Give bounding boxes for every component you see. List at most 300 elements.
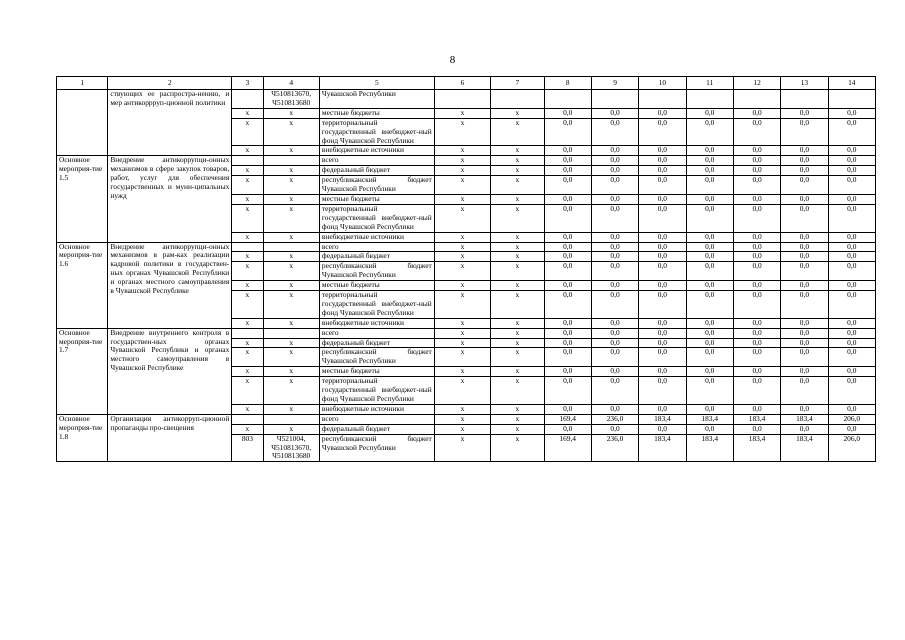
responsible-code-cell: x <box>232 118 263 146</box>
year-value-cell: 0,0 <box>781 176 828 195</box>
expense-type-cell: x <box>491 367 544 377</box>
year-value-cell: 0,0 <box>781 318 828 328</box>
event-name-cell: Внедрение антикоррупци-онных механизмов в сфере закупок товаров, работ, услуг для обеспечения государственных и муни-ципальных нужд <box>108 156 232 242</box>
year-value-cell: 0,0 <box>639 424 686 434</box>
year-value-cell: 0,0 <box>544 232 591 242</box>
year-value-cell: 0,0 <box>828 176 875 195</box>
expense-type-cell <box>491 90 544 109</box>
section-code-cell: x <box>434 367 490 377</box>
year-value-cell: 0,0 <box>639 291 686 319</box>
year-value-cell: 183,4 <box>733 414 780 424</box>
section-code-cell: x <box>434 338 490 348</box>
year-value-cell: 0,0 <box>686 367 733 377</box>
year-value-cell: 0,0 <box>781 166 828 176</box>
year-value-cell: 0,0 <box>686 242 733 252</box>
year-value-cell: 0,0 <box>591 252 638 262</box>
responsible-code-cell: x <box>232 424 263 434</box>
funding-source-cell: местные бюджеты <box>319 367 434 377</box>
year-value-cell: 0,0 <box>544 318 591 328</box>
year-value-cell: 0,0 <box>733 281 780 291</box>
budget-code-cell: x <box>263 291 319 319</box>
year-value-cell: 0,0 <box>591 166 638 176</box>
year-value-cell: 0,0 <box>591 377 638 405</box>
year-value-cell: 0,0 <box>639 108 686 118</box>
responsible-code-cell <box>232 156 263 166</box>
year-value-cell: 0,0 <box>686 146 733 156</box>
header-row <box>57 77 876 90</box>
year-value-cell: 0,0 <box>828 338 875 348</box>
budget-code-cell: x <box>263 281 319 291</box>
year-value-cell: 0,0 <box>733 146 780 156</box>
table-row <box>57 414 876 424</box>
expense-type-cell: x <box>491 377 544 405</box>
year-value-cell: 0,0 <box>591 424 638 434</box>
responsible-code-cell: x <box>232 291 263 319</box>
year-value-cell: 0,0 <box>828 377 875 405</box>
expense-type-cell: x <box>491 176 544 195</box>
year-value-cell: 0,0 <box>828 232 875 242</box>
event-name-cell: Внедрение антикоррупци-онных механизмов в рам-ках реализации кадровой политики в государствен-ных органах Чувашской Республики и органах местного самоуправления в Чувашской Республике <box>108 242 232 328</box>
header-cell: 2 <box>108 77 232 90</box>
year-value-cell: 0,0 <box>781 377 828 405</box>
header-cell: 7 <box>491 77 544 90</box>
year-value-cell: 0,0 <box>544 252 591 262</box>
funding-source-cell: всего <box>319 414 434 424</box>
year-value-cell: 0,0 <box>591 262 638 281</box>
year-value-cell: 0,0 <box>733 318 780 328</box>
year-value-cell: 0,0 <box>591 367 638 377</box>
year-value-cell: 0,0 <box>591 242 638 252</box>
year-value-cell: 0,0 <box>781 204 828 232</box>
responsible-code-cell: x <box>232 232 263 242</box>
responsible-code-cell <box>232 328 263 338</box>
year-value-cell: 0,0 <box>591 108 638 118</box>
responsible-code-cell: x <box>232 404 263 414</box>
responsible-code-cell: 803 <box>232 434 263 462</box>
section-code-cell: x <box>434 291 490 319</box>
year-value-cell: 0,0 <box>544 194 591 204</box>
year-value-cell: 0,0 <box>733 156 780 166</box>
year-value-cell: 0,0 <box>781 232 828 242</box>
section-code-cell: x <box>434 328 490 338</box>
funding-source-cell: всего <box>319 328 434 338</box>
expense-type-cell: x <box>491 166 544 176</box>
year-value-cell: 236,0 <box>591 434 638 462</box>
year-value-cell: 206,0 <box>828 434 875 462</box>
year-value-cell: 0,0 <box>828 424 875 434</box>
year-value-cell: 0,0 <box>828 328 875 338</box>
year-value-cell: 0,0 <box>733 194 780 204</box>
event-name-cell: Внедрение внутреннего контроля в государствен-ных органах Чувашской Республики и органах местного самоуправления в Чувашской Республике <box>108 328 232 414</box>
year-value-cell <box>639 90 686 109</box>
funding-source-cell: всего <box>319 156 434 166</box>
header-cell: 13 <box>781 77 828 90</box>
year-value-cell: 0,0 <box>781 281 828 291</box>
header-cell: 4 <box>263 77 319 90</box>
responsible-code-cell: x <box>232 338 263 348</box>
header-cell: 5 <box>319 77 434 90</box>
section-code-cell: x <box>434 377 490 405</box>
year-value-cell: 0,0 <box>686 262 733 281</box>
budget-code-cell <box>263 242 319 252</box>
year-value-cell: 0,0 <box>686 281 733 291</box>
budget-code-cell: x <box>263 252 319 262</box>
section-code-cell: x <box>434 156 490 166</box>
budget-code-cell: x <box>263 232 319 242</box>
year-value-cell: 0,0 <box>591 281 638 291</box>
year-value-cell: 0,0 <box>544 424 591 434</box>
year-value-cell: 0,0 <box>544 176 591 195</box>
year-value-cell: 0,0 <box>781 328 828 338</box>
year-value-cell: 0,0 <box>639 194 686 204</box>
section-code-cell: x <box>434 404 490 414</box>
budget-code-cell: x <box>263 318 319 328</box>
year-value-cell: 0,0 <box>781 424 828 434</box>
year-value-cell: 0,0 <box>591 348 638 367</box>
year-value-cell: 0,0 <box>639 156 686 166</box>
year-value-cell <box>733 90 780 109</box>
event-number-cell: Основное мероприя-тие 1.7 <box>57 328 108 414</box>
year-value-cell: 0,0 <box>733 291 780 319</box>
year-value-cell: 0,0 <box>686 204 733 232</box>
header-cell: 9 <box>591 77 638 90</box>
event-number-cell <box>57 90 108 156</box>
responsible-code-cell: x <box>232 176 263 195</box>
year-value-cell: 0,0 <box>591 328 638 338</box>
header-cell: 3 <box>232 77 263 90</box>
year-value-cell: 0,0 <box>733 348 780 367</box>
section-code-cell: x <box>434 166 490 176</box>
year-value-cell: 0,0 <box>733 262 780 281</box>
expense-type-cell: x <box>491 204 544 232</box>
year-value-cell: 0,0 <box>639 377 686 405</box>
responsible-code-cell: x <box>232 204 263 232</box>
budget-code-cell: x <box>263 377 319 405</box>
year-value-cell: 183,4 <box>781 414 828 424</box>
year-value-cell: 0,0 <box>781 242 828 252</box>
budget-code-cell: x <box>263 166 319 176</box>
year-value-cell: 0,0 <box>639 146 686 156</box>
year-value-cell: 0,0 <box>781 404 828 414</box>
funding-source-cell: федеральный бюджет <box>319 424 434 434</box>
year-value-cell: 0,0 <box>733 424 780 434</box>
section-code-cell: x <box>434 118 490 146</box>
year-value-cell: 0,0 <box>733 338 780 348</box>
year-value-cell: 0,0 <box>828 146 875 156</box>
year-value-cell: 236,0 <box>591 414 638 424</box>
year-value-cell: 0,0 <box>828 118 875 146</box>
section-code-cell: x <box>434 242 490 252</box>
responsible-code-cell <box>232 414 263 424</box>
funding-source-cell: внебюджетные источники <box>319 232 434 242</box>
year-value-cell: 0,0 <box>781 146 828 156</box>
year-value-cell: 0,0 <box>828 281 875 291</box>
event-number-cell: Основное мероприя-тие 1.6 <box>57 242 108 328</box>
year-value-cell: 0,0 <box>544 367 591 377</box>
section-code-cell <box>434 90 490 109</box>
funding-source-cell: территориальный государственный внебюджет-ный фонд Чувашской Республики <box>319 377 434 405</box>
year-value-cell: 206,0 <box>828 414 875 424</box>
year-value-cell: 0,0 <box>733 232 780 242</box>
year-value-cell <box>591 90 638 109</box>
year-value-cell: 0,0 <box>639 242 686 252</box>
year-value-cell: 0,0 <box>828 156 875 166</box>
funding-source-cell: республиканский бюджет Чувашской Республики <box>319 262 434 281</box>
year-value-cell: 183,4 <box>639 414 686 424</box>
year-value-cell: 0,0 <box>639 348 686 367</box>
year-value-cell: 0,0 <box>639 252 686 262</box>
year-value-cell: 0,0 <box>828 242 875 252</box>
header-cell: 11 <box>686 77 733 90</box>
responsible-code-cell: x <box>232 318 263 328</box>
year-value-cell <box>781 90 828 109</box>
section-code-cell: x <box>434 262 490 281</box>
budget-code-cell: x <box>263 146 319 156</box>
year-value-cell: 0,0 <box>733 328 780 338</box>
year-value-cell: 0,0 <box>828 252 875 262</box>
year-value-cell: 0,0 <box>686 108 733 118</box>
year-value-cell <box>828 90 875 109</box>
table-row <box>57 90 876 109</box>
responsible-code-cell: x <box>232 194 263 204</box>
section-code-cell: x <box>434 232 490 242</box>
table-body <box>57 77 876 462</box>
year-value-cell <box>544 90 591 109</box>
year-value-cell: 0,0 <box>591 404 638 414</box>
expense-type-cell: x <box>491 242 544 252</box>
year-value-cell: 0,0 <box>828 348 875 367</box>
year-value-cell: 0,0 <box>544 108 591 118</box>
event-name-cell: ствующих ее распростра-нению, и мер антикоррруп-ционной политики <box>108 90 232 156</box>
section-code-cell: x <box>434 194 490 204</box>
year-value-cell: 0,0 <box>591 176 638 195</box>
year-value-cell: 0,0 <box>781 262 828 281</box>
year-value-cell: 0,0 <box>639 328 686 338</box>
year-value-cell: 0,0 <box>781 118 828 146</box>
budget-code-cell: x <box>263 118 319 146</box>
section-code-cell: x <box>434 176 490 195</box>
year-value-cell: 0,0 <box>733 108 780 118</box>
responsible-code-cell: x <box>232 166 263 176</box>
year-value-cell: 0,0 <box>686 291 733 319</box>
expense-type-cell: x <box>491 404 544 414</box>
funding-source-cell: федеральный бюджет <box>319 166 434 176</box>
year-value-cell: 0,0 <box>828 291 875 319</box>
year-value-cell: 0,0 <box>544 242 591 252</box>
year-value-cell: 0,0 <box>639 367 686 377</box>
year-value-cell <box>686 90 733 109</box>
year-value-cell: 0,0 <box>544 118 591 146</box>
budget-code-cell: x <box>263 338 319 348</box>
funding-source-cell: республиканский бюджет Чувашской Республики <box>319 176 434 195</box>
year-value-cell: 0,0 <box>686 377 733 405</box>
year-value-cell: 0,0 <box>686 118 733 146</box>
year-value-cell: 169,4 <box>544 414 591 424</box>
year-value-cell: 0,0 <box>781 348 828 367</box>
funding-source-cell: республиканский бюджет Чувашской Республики <box>319 348 434 367</box>
year-value-cell: 0,0 <box>544 404 591 414</box>
year-value-cell: 0,0 <box>639 118 686 146</box>
expense-type-cell: x <box>491 338 544 348</box>
budget-code-cell: x <box>263 262 319 281</box>
budget-code-cell: x <box>263 367 319 377</box>
year-value-cell: 0,0 <box>639 281 686 291</box>
funding-source-cell: внебюджетные источники <box>319 404 434 414</box>
section-code-cell: x <box>434 281 490 291</box>
year-value-cell: 0,0 <box>686 424 733 434</box>
header-cell: 10 <box>639 77 686 90</box>
year-value-cell: 0,0 <box>544 262 591 281</box>
expense-type-cell: x <box>491 348 544 367</box>
budget-code-cell <box>263 414 319 424</box>
year-value-cell: 0,0 <box>733 252 780 262</box>
year-value-cell: 0,0 <box>686 232 733 242</box>
year-value-cell: 0,0 <box>733 166 780 176</box>
expense-type-cell: x <box>491 232 544 242</box>
year-value-cell: 0,0 <box>544 348 591 367</box>
section-code-cell: x <box>434 414 490 424</box>
year-value-cell: 0,0 <box>686 318 733 328</box>
year-value-cell: 0,0 <box>828 166 875 176</box>
year-value-cell: 0,0 <box>639 232 686 242</box>
year-value-cell: 0,0 <box>733 377 780 405</box>
year-value-cell: 0,0 <box>544 156 591 166</box>
budget-code-cell: Ч510813670, Ч510813680 <box>263 90 319 109</box>
year-value-cell: 0,0 <box>781 108 828 118</box>
year-value-cell: 0,0 <box>544 146 591 156</box>
expense-type-cell: x <box>491 194 544 204</box>
funding-source-cell: местные бюджеты <box>319 108 434 118</box>
year-value-cell: 0,0 <box>591 338 638 348</box>
responsible-code-cell: x <box>232 367 263 377</box>
budget-code-cell: x <box>263 348 319 367</box>
budget-code-cell: x <box>263 176 319 195</box>
funding-source-cell: республиканский бюджет Чувашской Республики <box>319 434 434 462</box>
budget-code-cell: x <box>263 204 319 232</box>
year-value-cell: 0,0 <box>781 252 828 262</box>
expense-type-cell: x <box>491 414 544 424</box>
table-row <box>57 242 876 252</box>
year-value-cell: 183,4 <box>733 434 780 462</box>
header-cell: 1 <box>57 77 108 90</box>
funding-source-cell: территориальный государственный внебюджет-ный фонд Чувашской Республики <box>319 204 434 232</box>
funding-source-cell: федеральный бюджет <box>319 338 434 348</box>
expense-type-cell: x <box>491 291 544 319</box>
responsible-code-cell: x <box>232 377 263 405</box>
year-value-cell: 0,0 <box>781 367 828 377</box>
year-value-cell: 0,0 <box>733 176 780 195</box>
year-value-cell: 183,4 <box>781 434 828 462</box>
year-value-cell: 0,0 <box>781 194 828 204</box>
year-value-cell: 0,0 <box>733 367 780 377</box>
year-value-cell: 0,0 <box>639 176 686 195</box>
year-value-cell: 0,0 <box>639 166 686 176</box>
expense-type-cell: x <box>491 328 544 338</box>
funding-source-cell: федеральный бюджет <box>319 252 434 262</box>
page-number: 8 <box>449 54 456 66</box>
section-code-cell: x <box>434 424 490 434</box>
year-value-cell: 0,0 <box>639 204 686 232</box>
section-code-cell: x <box>434 252 490 262</box>
year-value-cell: 0,0 <box>591 156 638 166</box>
year-value-cell: 0,0 <box>591 204 638 232</box>
budget-code-cell: x <box>263 424 319 434</box>
table-row <box>57 328 876 338</box>
event-name-cell: Организация антикорруп-ционной пропаганды про-свещения <box>108 414 232 462</box>
year-value-cell: 183,4 <box>686 414 733 424</box>
year-value-cell: 0,0 <box>686 194 733 204</box>
responsible-code-cell <box>232 90 263 109</box>
table-row <box>57 156 876 166</box>
year-value-cell: 0,0 <box>639 318 686 328</box>
section-code-cell: x <box>434 434 490 462</box>
year-value-cell: 0,0 <box>686 328 733 338</box>
responsible-code-cell: x <box>232 348 263 367</box>
year-value-cell: 0,0 <box>544 328 591 338</box>
section-code-cell: x <box>434 108 490 118</box>
year-value-cell: 0,0 <box>733 118 780 146</box>
expense-type-cell: x <box>491 262 544 281</box>
funding-source-cell: Чувашской Республики <box>319 90 434 109</box>
year-value-cell: 0,0 <box>733 242 780 252</box>
year-value-cell: 0,0 <box>591 146 638 156</box>
header-cell: 12 <box>733 77 780 90</box>
budget-code-cell: x <box>263 404 319 414</box>
event-number-cell: Основное мероприя-тие 1.5 <box>57 156 108 242</box>
section-code-cell: x <box>434 146 490 156</box>
year-value-cell: 0,0 <box>828 108 875 118</box>
funding-source-cell: внебюджетные источники <box>319 146 434 156</box>
year-value-cell: 169,4 <box>544 434 591 462</box>
budget-code-cell <box>263 328 319 338</box>
year-value-cell: 0,0 <box>591 291 638 319</box>
year-value-cell: 0,0 <box>544 281 591 291</box>
year-value-cell: 0,0 <box>544 204 591 232</box>
funding-source-cell: территориальный государственный внебюджет-ный фонд Чувашской Республики <box>319 291 434 319</box>
year-value-cell: 0,0 <box>781 156 828 166</box>
year-value-cell: 0,0 <box>686 252 733 262</box>
budget-code-cell: Ч521004, Ч510813670, Ч510813680 <box>263 434 319 462</box>
funding-source-cell: местные бюджеты <box>319 281 434 291</box>
section-code-cell: x <box>434 348 490 367</box>
responsible-code-cell: x <box>232 252 263 262</box>
responsible-code-cell: x <box>232 281 263 291</box>
header-cell: 6 <box>434 77 490 90</box>
year-value-cell: 0,0 <box>828 194 875 204</box>
section-code-cell: x <box>434 204 490 232</box>
year-value-cell: 0,0 <box>781 338 828 348</box>
expense-type-cell: x <box>491 424 544 434</box>
funding-source-cell: внебюджетные источники <box>319 318 434 328</box>
responsible-code-cell <box>232 242 263 252</box>
year-value-cell: 0,0 <box>544 338 591 348</box>
event-number-cell: Основное мероприя-тие 1.8 <box>57 414 108 462</box>
header-cell: 8 <box>544 77 591 90</box>
year-value-cell: 183,4 <box>639 434 686 462</box>
year-value-cell: 0,0 <box>686 348 733 367</box>
funding-source-cell: местные бюджеты <box>319 194 434 204</box>
year-value-cell: 0,0 <box>639 338 686 348</box>
year-value-cell: 0,0 <box>733 204 780 232</box>
budget-table <box>56 76 876 462</box>
section-code-cell: x <box>434 318 490 328</box>
expense-type-cell: x <box>491 252 544 262</box>
expense-type-cell: x <box>491 434 544 462</box>
year-value-cell: 0,0 <box>828 204 875 232</box>
expense-type-cell: x <box>491 318 544 328</box>
year-value-cell: 0,0 <box>591 118 638 146</box>
year-value-cell: 0,0 <box>828 262 875 281</box>
